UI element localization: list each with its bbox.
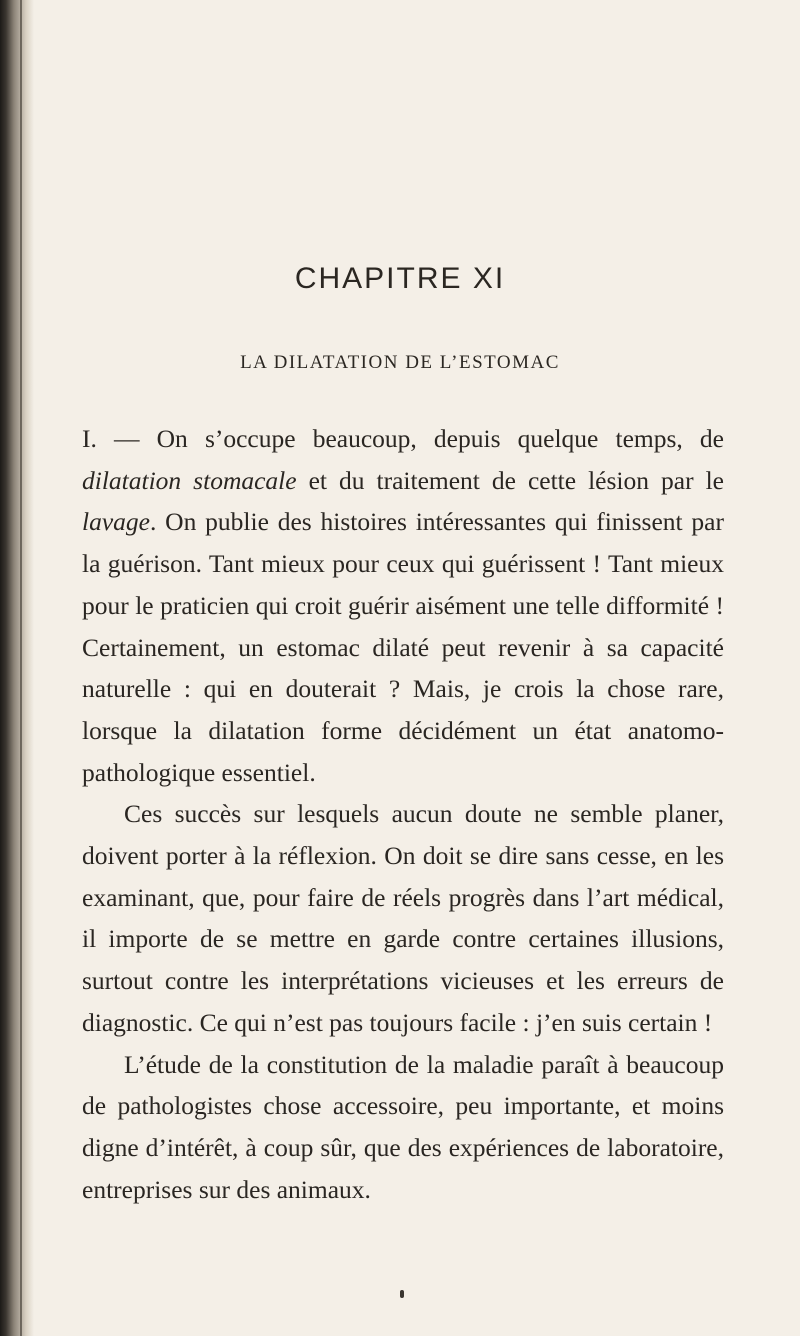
text-run-italic: dilatation stomacale xyxy=(82,465,297,495)
text-run: Ces succès sur lesquels aucun doute ne semble planer, doivent porter à la réflexion. On doit se dire sans cesse, en les examinant, que, pour faire de réels progrès dans l’art médical, il importe de se mettre en garde contre certaines illusions, surtout contre les interprétations vicieuses et les erreurs de diagnostic. Ce qui n’est pas toujours facile : j’en suis certain ! xyxy=(82,799,724,1037)
chapter-subtitle: LA DILATATION DE L’ESTOMAC xyxy=(240,352,560,373)
paragraph-1 xyxy=(82,418,724,793)
text-run: . On publie des histoires intéressantes qui finissent par la guérison. Tant mieux pour ceux qui guérissent ! Tant mieux pour le praticien qui croit guérir aisément une telle difformité ! Certainement, un estomac dilaté peut revenir à sa capacité naturelle : qui en douterait ? Mais, je crois la chose rare, lorsque la dilatation forme décidément un état anatomo-pathologique essentiel. xyxy=(82,507,724,787)
paragraph-3 xyxy=(82,1044,724,1211)
print-speck xyxy=(400,1290,404,1298)
binding-shadow-line xyxy=(20,0,22,1336)
text-run: et du traitement de cette lésion par le xyxy=(296,465,724,495)
chapter-body xyxy=(82,418,724,1210)
paragraph-2 xyxy=(82,793,724,1043)
chapter-heading: CHAPITRE XI xyxy=(294,262,506,295)
page-binding-edge xyxy=(0,0,34,1336)
text-run: L’étude de la constitution de la maladie paraît à beaucoup de pathologistes chose accessoire, peu importante, et moins digne d’intérêt, à coup sûr, que des expériences de laboratoire, entreprises sur des animaux. xyxy=(82,1049,724,1204)
text-run-italic: lavage xyxy=(82,507,150,537)
text-run: I. — On s’occupe beaucoup, depuis quelque temps, de xyxy=(82,424,724,453)
